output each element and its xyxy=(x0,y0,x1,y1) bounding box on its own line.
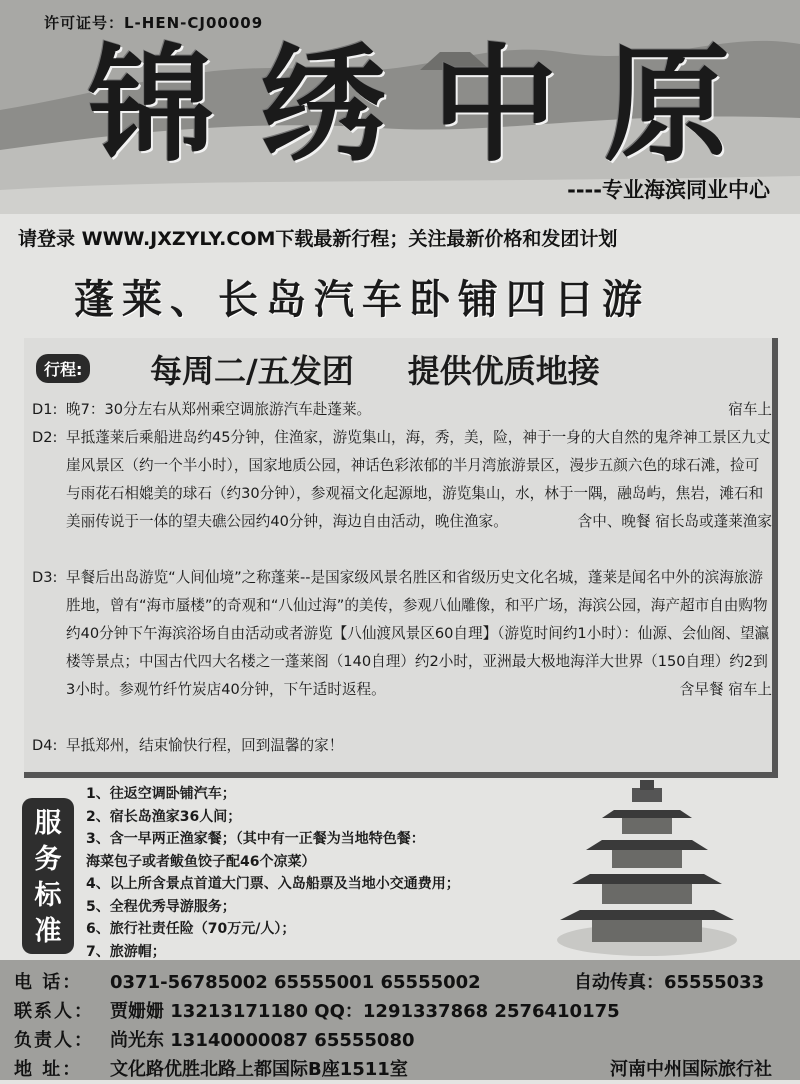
day-tag: 含早餐 宿车上 xyxy=(679,681,772,698)
services-heading-char: 务 xyxy=(34,844,62,875)
day-text: 早抵郑州，结束愉快行程，回到温馨的家！ xyxy=(66,737,344,754)
itinerary-label: 行程: xyxy=(36,354,90,383)
agency-name: 河南中州国际旅行社 xyxy=(610,1059,772,1080)
itinerary-headline xyxy=(150,346,600,392)
service-item: 2、宿长岛渔家36人间； xyxy=(86,808,242,825)
service-item: 海菜包子或者鲅鱼饺子配46个凉菜） xyxy=(86,853,316,870)
service-item: 5、全程优秀导游服务； xyxy=(86,898,236,915)
service-promise: 提供优质地接 xyxy=(407,352,600,390)
contact-value: 贾姗姗 13213171180 QQ：1291337868 2576410175 xyxy=(110,1001,620,1022)
fax-label: 自动传真： xyxy=(574,972,664,993)
fax-number: 65555033 xyxy=(664,972,765,993)
day-code: D1: xyxy=(32,401,58,418)
header-banner xyxy=(0,0,800,214)
brand-subtitle: ----专业海滨同业中心 xyxy=(567,178,770,202)
service-item: 3、含一早两正渔家餐；（其中有一正餐为当地特色餐： xyxy=(86,831,425,847)
contact-row xyxy=(0,997,800,1026)
contact-footer xyxy=(0,960,800,1080)
manager-row xyxy=(0,1026,800,1055)
itinerary-box xyxy=(24,338,778,778)
service-item: 4、以上所含景点首道大门票、入岛船票及当地小交通费用； xyxy=(86,876,460,892)
day-code: D4: xyxy=(32,737,58,754)
departure-schedule: 每周二/五发团 xyxy=(150,352,354,390)
manager-value: 尚光东 13140000087 65555080 xyxy=(110,1030,415,1051)
day-text: 早餐后出岛游览“人间仙境”之称蓬莱--是国家级风景名胜区和省级历史文化名城，蓬莱是闻名中外的滨海旅游胜地，曾有“海市蜃楼”的奇观和“八仙过海”的美传，参观八仙雕像，和平广场，海滨公园，海产超市自由购物约40分钟下午海滨浴场自由活动或者游览【八仙渡风景区60自理】（游览时间约1小时）：仙源、会仙阁、望瀛楼等景点；中国古代四大名楼之一蓬莱阁（140自理）约2小时，亚洲最大极地海洋大世界（150自理）约2到3小时。参观竹纤竹炭店40分钟，下午适时返程。 xyxy=(66,569,770,698)
contact-label: 联系人： xyxy=(14,1001,94,1022)
services-heading-char: 标 xyxy=(34,880,62,911)
day-code: D2: xyxy=(32,429,58,446)
phone-row xyxy=(0,968,800,997)
manager-label: 负责人： xyxy=(14,1030,94,1051)
service-item: 6、旅行社责任险（70万元/人）； xyxy=(86,921,296,937)
service-item: 1、往返空调卧铺汽车； xyxy=(86,786,236,802)
address-value: 文化路优胜北路上都国际B座1511室 xyxy=(110,1059,408,1080)
day-2 xyxy=(32,424,772,536)
license-number: 许可证号：L-HEN-CJ00009 xyxy=(44,14,264,32)
address-label: 地 址： xyxy=(14,1059,83,1080)
phone-label: 电 话： xyxy=(14,972,83,993)
pagoda-image xyxy=(552,780,742,956)
brand-title: 锦绣中原 xyxy=(88,31,776,179)
phone-numbers: 0371-56785002 65555001 65555002 xyxy=(110,972,481,993)
day-text: 晚7：30分左右从郑州乘空调旅游汽车赴蓬莱。 xyxy=(66,401,372,418)
services-heading-char: 准 xyxy=(34,916,62,947)
day-4 xyxy=(32,732,772,760)
day-code: D3: xyxy=(32,569,58,586)
day-tag: 宿车上 xyxy=(728,401,772,418)
service-item: 7、旅游帽； xyxy=(86,943,166,960)
services-heading-char: 服 xyxy=(34,808,62,839)
fax-info xyxy=(574,968,764,997)
promo-line: 请登录 WWW.JXZYLY.COM下载最新行程；关注最新价格和发团计划 xyxy=(18,228,618,250)
tour-title: 蓬莱、长岛汽车卧铺四日游 xyxy=(74,277,650,323)
day-3 xyxy=(32,564,772,704)
day-1 xyxy=(32,396,772,424)
services-list xyxy=(86,783,460,963)
services-heading xyxy=(22,798,74,954)
day-tag: 含中、晚餐 宿长岛或蓬莱渔家 xyxy=(577,513,772,530)
day-text: 早抵蓬莱后乘船进岛约45分钟，住渔家，游览集山，海，秀，美，险，神于一身的大自然的鬼斧神工景区九丈崖风景区（约一个半小时），国家地质公园，神话色彩浓郁的半月湾旅游景区，漫步五颜六色的球石滩，捡可与雨花石相媲美的球石（约30分钟），参观福文化起源地，游览集山，水，林于一隅，融岛屿，焦岩，滩石和美丽传说于一体的望夫礁公园约40分钟，海边自由活动，晚住渔家。 xyxy=(66,429,771,530)
